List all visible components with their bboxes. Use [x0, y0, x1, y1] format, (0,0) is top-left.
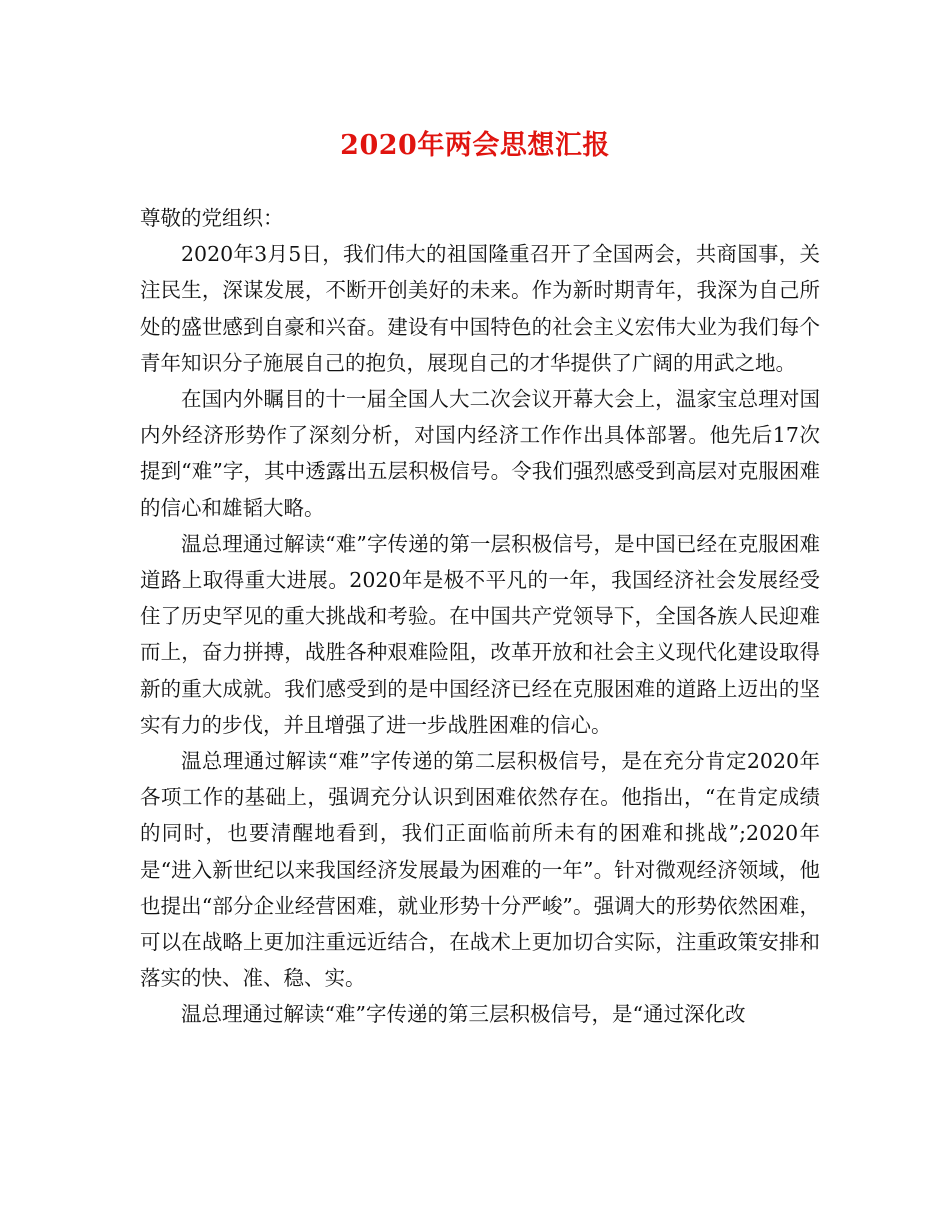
document-body	[140, 200, 820, 1033]
paragraph-3: 温总理通过解读“难”字传递的第一层积极信号，是中国已经在克服困难道路上取得重大进展。2020年是极不平凡的一年，我国经济社会发展经受住了历史罕见的重大挑战和考验。在中国共产党领导下，全国各族人民迎难而上，奋力拼搏，战胜各种艰难险阻，改革开放和社会主义现代化建设取得新的重大成就。我们感受到的是中国经济已经在克服困难的道路上迈出的坚实有力的步伐，并且增强了进一步战胜困难的信心。	[140, 531, 820, 737]
paragraph-1: 2020年3月5日，我们伟大的祖国隆重召开了全国两会，共商国事，关注民生，深谋发展，不断开创美好的未来。作为新时期青年，我深为自己所处的盛世感到自豪和兴奋。建设有中国特色的社会主义宏伟大业为我们每个青年知识分子施展自己的抱负，展现自己的才华提供了广阔的用武之地。	[140, 242, 820, 375]
paragraph-5: 温总理通过解读“难”字传递的第三层积极信号，是“通过深化改	[181, 1002, 746, 1027]
document-title: 2020年两会思想汇报	[340, 130, 610, 161]
paragraph-2: 在国内外瞩目的十一届全国人大二次会议开幕大会上，温家宝总理对国内外经济形势作了深刻分析，对国内经济工作作出具体部署。他先后17次提到“难”字，其中透露出五层积极信号。令我们强烈感受到高层对克服困难的信心和雄韬大略。	[140, 387, 820, 520]
paragraph-4: 温总理通过解读“难”字传递的第二层积极信号，是在充分肯定2020年各项工作的基础上，强调充分认识到困难依然存在。他指出，“在肯定成绩的同时，也要清醒地看到，我们正面临前所未有的困难和挑战”;2020年是“进入新世纪以来我国经济发展最为困难的一年”。针对微观经济领域，他也提出“部分企业经营困难，就业形势十分严峻”。强调大的形势依然困难，可以在战略上更加注重远近结合，在战术上更加切合实际，注重政策安排和落实的快、准、稳、实。	[140, 749, 820, 991]
salutation: 尊敬的党组织：	[140, 206, 284, 230]
